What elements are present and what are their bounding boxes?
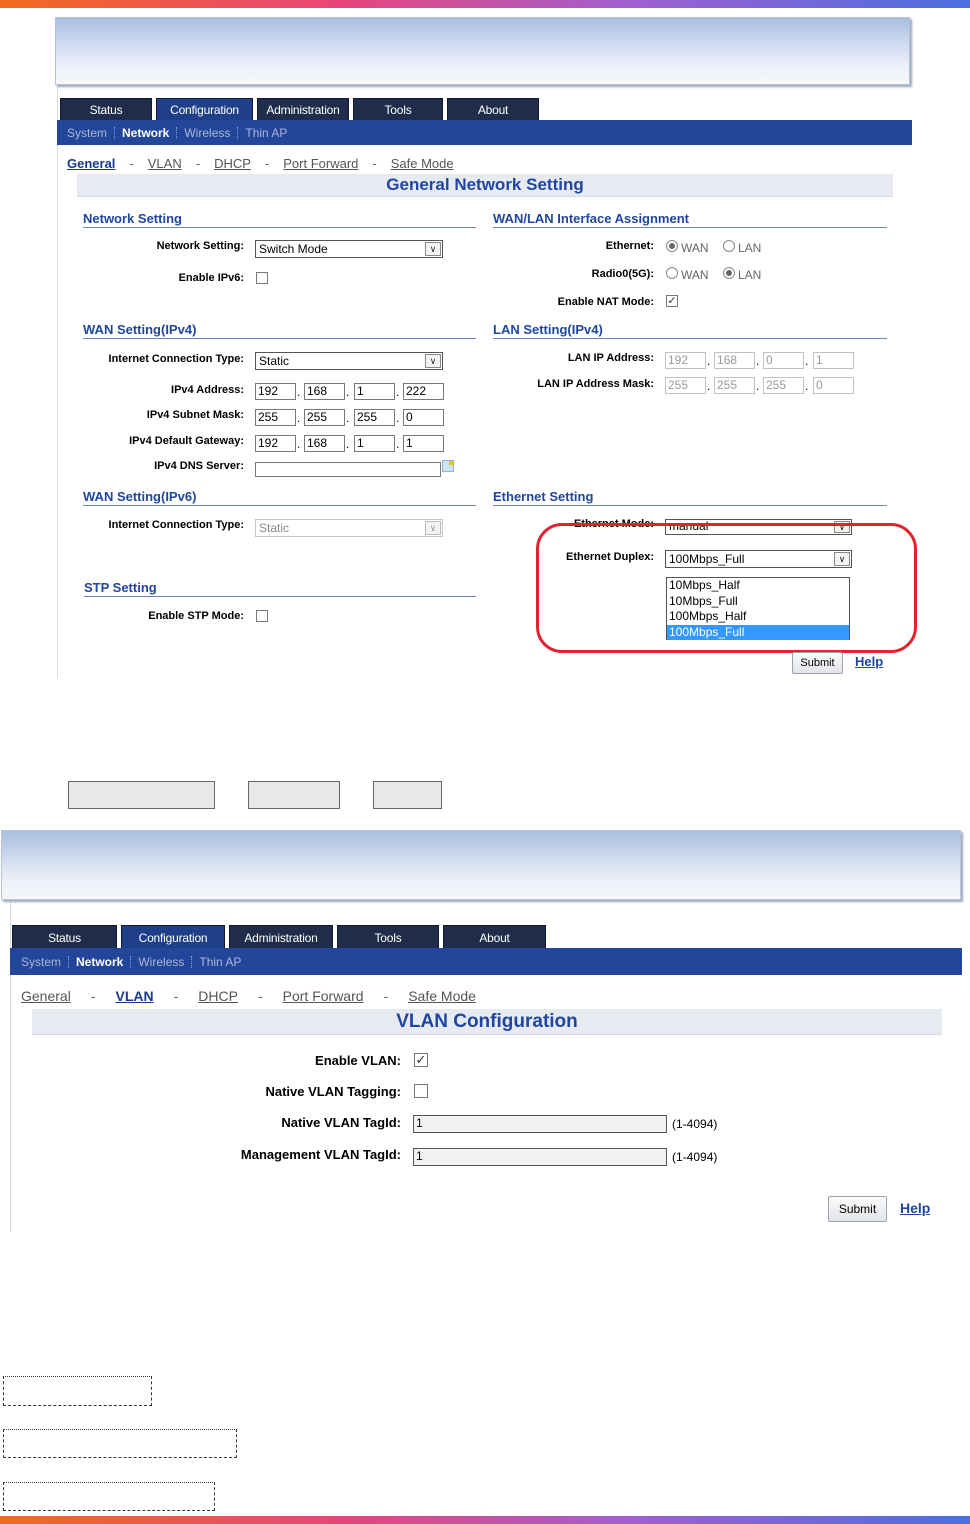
submit-button[interactable]: Submit — [828, 1196, 887, 1222]
pagenav-general[interactable]: General — [67, 156, 116, 171]
lan-ip-octet-2[interactable]: 168 — [714, 352, 755, 369]
lan-ip-octet-4[interactable]: 1 — [813, 352, 854, 369]
radio-wan-radio[interactable] — [666, 267, 678, 279]
management-vlan-range: (1-4094) — [672, 1150, 718, 1164]
pagenav-dash: - — [195, 156, 201, 171]
radio-assign-label: Radio0(5G): — [591, 268, 654, 280]
duplex-option-10-half[interactable]: 10Mbps_Half — [669, 578, 740, 592]
interface-assignment-heading: WAN/LAN Interface Assignment — [493, 211, 887, 228]
ethernet-lan-label: LAN — [738, 241, 762, 255]
lan-ip-octet-3[interactable]: 0 — [763, 352, 804, 369]
ethernet-lan-radio[interactable] — [723, 240, 735, 252]
ethernet-mode-value: manual — [669, 519, 709, 533]
gateway-octet-3[interactable]: 1 — [354, 435, 395, 452]
pagenav-port-forward[interactable]: Port Forward — [283, 156, 359, 171]
page-title: VLAN Configuration — [32, 1009, 942, 1035]
ipv4-address-label: IPv4 Address: — [171, 384, 244, 396]
ip-dot: . — [396, 411, 400, 425]
tab-configuration[interactable]: Configuration — [121, 925, 225, 949]
radio-wan-label: WAN — [681, 268, 709, 282]
lan-mask-label: LAN IP Address Mask: — [537, 378, 654, 390]
tab-configuration[interactable]: Configuration — [156, 98, 253, 121]
ethernet-duplex-value: 100Mbps_Full — [669, 552, 745, 566]
subnav-network[interactable]: Network — [76, 954, 124, 969]
tab-status[interactable]: Status — [60, 98, 152, 121]
native-vlan-range: (1-4094) — [672, 1117, 718, 1131]
top-color-bar — [0, 0, 970, 8]
top-nav — [12, 925, 546, 949]
subnav-thin-ap[interactable]: Thin AP — [199, 954, 242, 969]
ethernet-wan-label: WAN — [681, 241, 709, 255]
enable-vlan-checkbox[interactable] — [414, 1053, 428, 1067]
enable-nat-checkbox[interactable] — [666, 295, 678, 307]
management-vlan-tagid-label: Management VLAN TagId: — [240, 1147, 401, 1162]
enable-stp-checkbox[interactable] — [256, 610, 268, 622]
pagenav-vlan[interactable]: VLAN — [115, 988, 154, 1004]
page-title: General Network Setting — [77, 174, 893, 197]
pagenav-dash: - — [257, 988, 263, 1004]
tab-administration[interactable]: Administration — [229, 925, 333, 949]
highlight-annotation — [536, 523, 917, 653]
page-nav — [67, 156, 454, 171]
subnav-wireless[interactable]: Wireless — [184, 125, 231, 140]
gateway-octet-1[interactable]: 192 — [255, 435, 296, 452]
pagenav-dash: - — [90, 988, 96, 1004]
network-mode-select[interactable] — [255, 240, 443, 258]
placeholder-box — [373, 781, 442, 809]
network-setting-label: Network Setting: — [156, 240, 244, 252]
ipv4-address-octet-3[interactable]: 1 — [354, 383, 395, 400]
native-vlan-tagid-input[interactable]: 1 — [413, 1115, 667, 1133]
pagenav-port-forward[interactable]: Port Forward — [282, 988, 364, 1004]
frame-left-border — [57, 86, 58, 678]
ip-dot: . — [805, 354, 809, 368]
subnav-system[interactable]: System — [21, 954, 62, 969]
radio-lan-label: LAN — [738, 268, 762, 282]
ip-dot: . — [297, 411, 301, 425]
dns-server-label: IPv4 DNS Server: — [154, 460, 244, 472]
page-nav — [21, 988, 476, 1004]
tab-status[interactable]: Status — [12, 925, 117, 949]
wan-ipv4-heading: WAN Setting(IPv4) — [83, 322, 476, 339]
wan-ipv6-heading: WAN Setting(IPv6) — [83, 489, 476, 506]
lan-ip-label: LAN IP Address: — [567, 352, 654, 364]
subnet-mask-octet-4[interactable]: 0 — [403, 409, 444, 426]
header-banner — [55, 17, 910, 85]
pagenav-dhcp[interactable]: DHCP — [214, 156, 251, 171]
chevron-down-icon: ∨ — [425, 242, 441, 256]
tab-about[interactable]: About — [447, 98, 539, 121]
placeholder-dotted-box — [3, 1482, 215, 1511]
help-link[interactable]: Help — [900, 1200, 931, 1216]
lan-mask-octet-1[interactable]: 255 — [665, 377, 706, 394]
subnav-network[interactable]: Network — [122, 125, 170, 140]
placeholder-dotted-box — [3, 1429, 237, 1458]
placeholder-box — [248, 781, 340, 809]
ipv6-connection-type-value: Static — [259, 521, 290, 535]
ip-dot: . — [756, 354, 760, 368]
default-gateway-label: IPv4 Default Gateway: — [129, 435, 244, 447]
connection-type-select[interactable] — [255, 352, 443, 370]
stp-heading: STP Setting — [84, 580, 476, 597]
subnav-thin-ap[interactable]: Thin AP — [245, 125, 288, 140]
tab-tools[interactable]: Tools — [337, 925, 439, 949]
pagenav-safe-mode[interactable]: Safe Mode — [408, 988, 476, 1004]
subnet-mask-label: IPv4 Subnet Mask: — [146, 409, 244, 421]
ethernet-duplex-label: Ethernet Duplex: — [565, 551, 654, 563]
connection-type-value: Static — [259, 354, 290, 368]
ipv6-connection-type-select[interactable] — [255, 519, 443, 537]
network-mode-value: Switch Mode — [259, 242, 328, 256]
pagenav-dash: - — [264, 156, 270, 171]
help-link[interactable]: Help — [855, 654, 884, 669]
ip-dot: . — [756, 379, 760, 393]
lan-mask-octet-4[interactable]: 0 — [813, 377, 854, 394]
chevron-down-icon: ∨ — [425, 521, 441, 535]
enable-stp-label: Enable STP Mode: — [148, 610, 244, 622]
ip-dot: . — [297, 437, 301, 451]
subnet-mask-octet-3[interactable]: 255 — [354, 409, 395, 426]
gateway-octet-4[interactable]: 1 — [403, 435, 444, 452]
pagenav-dash: - — [383, 988, 389, 1004]
pagenav-dash: - — [372, 156, 377, 171]
enable-nat-label: Enable NAT Mode: — [557, 296, 654, 308]
enable-vlan-label: Enable VLAN: — [315, 1053, 401, 1068]
lan-ipv4-heading: LAN Setting(IPv4) — [493, 322, 887, 339]
ethernet-mode-label: Ethernet Mode: — [573, 518, 654, 530]
add-dns-icon[interactable] — [442, 460, 454, 472]
ethernet-setting-heading: Ethernet Setting — [493, 489, 887, 506]
top-nav — [60, 98, 539, 121]
placeholder-dotted-box — [3, 1376, 152, 1406]
ip-dot: . — [707, 354, 711, 368]
native-vlan-tagid-label: Native VLAN TagId: — [281, 1115, 401, 1130]
subnet-mask-octet-1[interactable]: 255 — [255, 409, 296, 426]
subnet-mask-octet-2[interactable]: 255 — [304, 409, 345, 426]
lan-mask-octet-3[interactable]: 255 — [763, 377, 804, 394]
pagenav-dash: - — [173, 988, 179, 1004]
lan-ip-octet-1[interactable]: 192 — [665, 352, 706, 369]
submit-button[interactable]: Submit — [792, 652, 843, 674]
gateway-octet-2[interactable]: 168 — [304, 435, 345, 452]
check-icon: ✓ — [667, 295, 677, 307]
chevron-down-icon: ∨ — [834, 552, 850, 566]
duplex-option-100-full[interactable]: 100Mbps_Full — [667, 625, 849, 641]
check-icon: ✓ — [415, 1052, 427, 1067]
pagenav-vlan[interactable]: VLAN — [147, 156, 182, 171]
radio-lan-radio[interactable] — [723, 267, 735, 279]
ip-dot: . — [396, 437, 400, 451]
tab-administration[interactable]: Administration — [257, 98, 349, 121]
ip-dot: . — [707, 379, 711, 393]
tab-about[interactable]: About — [443, 925, 546, 949]
add-dns-icon-star — [449, 461, 453, 465]
management-vlan-tagid-input[interactable]: 1 — [413, 1148, 667, 1166]
connection-type-label: Internet Connection Type: — [108, 353, 244, 365]
ip-dot: . — [396, 385, 400, 399]
header-banner — [1, 830, 961, 900]
placeholder-box — [68, 781, 215, 809]
ipv4-address-octet-4[interactable]: 222 — [403, 383, 444, 400]
ip-dot: . — [297, 385, 301, 399]
enable-ipv6-label: Enable IPv6: — [178, 272, 244, 284]
duplex-option-10-full[interactable]: 10Mbps_Full — [669, 593, 738, 608]
sub-nav — [57, 120, 912, 145]
ipv4-address-octet-2[interactable]: 168 — [304, 383, 345, 400]
pagenav-dhcp[interactable]: DHCP — [198, 988, 238, 1004]
ethernet-wan-radio[interactable] — [666, 240, 678, 252]
lan-mask-octet-2[interactable]: 255 — [714, 377, 755, 394]
native-vlan-tagging-label: Native VLAN Tagging: — [265, 1084, 401, 1099]
ethernet-assign-label: Ethernet: — [605, 240, 654, 252]
pagenav-safe-mode[interactable]: Safe Mode — [390, 156, 454, 171]
enable-ipv6-checkbox[interactable] — [256, 272, 268, 284]
ipv6-connection-type-label: Internet Connection Type: — [108, 519, 244, 531]
subnav-system[interactable]: System — [67, 125, 108, 140]
bottom-color-bar — [0, 1516, 970, 1524]
ipv4-address-octet-1[interactable]: 192 — [255, 383, 296, 400]
subnav-wireless[interactable]: Wireless — [138, 954, 185, 969]
sub-nav — [10, 948, 962, 975]
ip-dot: . — [346, 385, 350, 399]
ip-dot: . — [805, 379, 809, 393]
ip-dot: . — [346, 411, 350, 425]
chevron-down-icon: ∨ — [834, 521, 850, 533]
network-setting-heading: Network Setting — [83, 211, 476, 228]
duplex-option-100-half[interactable]: 100Mbps_Half — [669, 609, 747, 623]
tab-tools[interactable]: Tools — [353, 98, 443, 121]
dns-server-input[interactable] — [255, 462, 441, 477]
chevron-down-icon: ∨ — [425, 354, 441, 368]
pagenav-general[interactable]: General — [21, 988, 71, 1004]
ip-dot: . — [346, 437, 350, 451]
pagenav-dash: - — [129, 156, 134, 171]
native-vlan-tagging-checkbox[interactable] — [414, 1084, 428, 1098]
